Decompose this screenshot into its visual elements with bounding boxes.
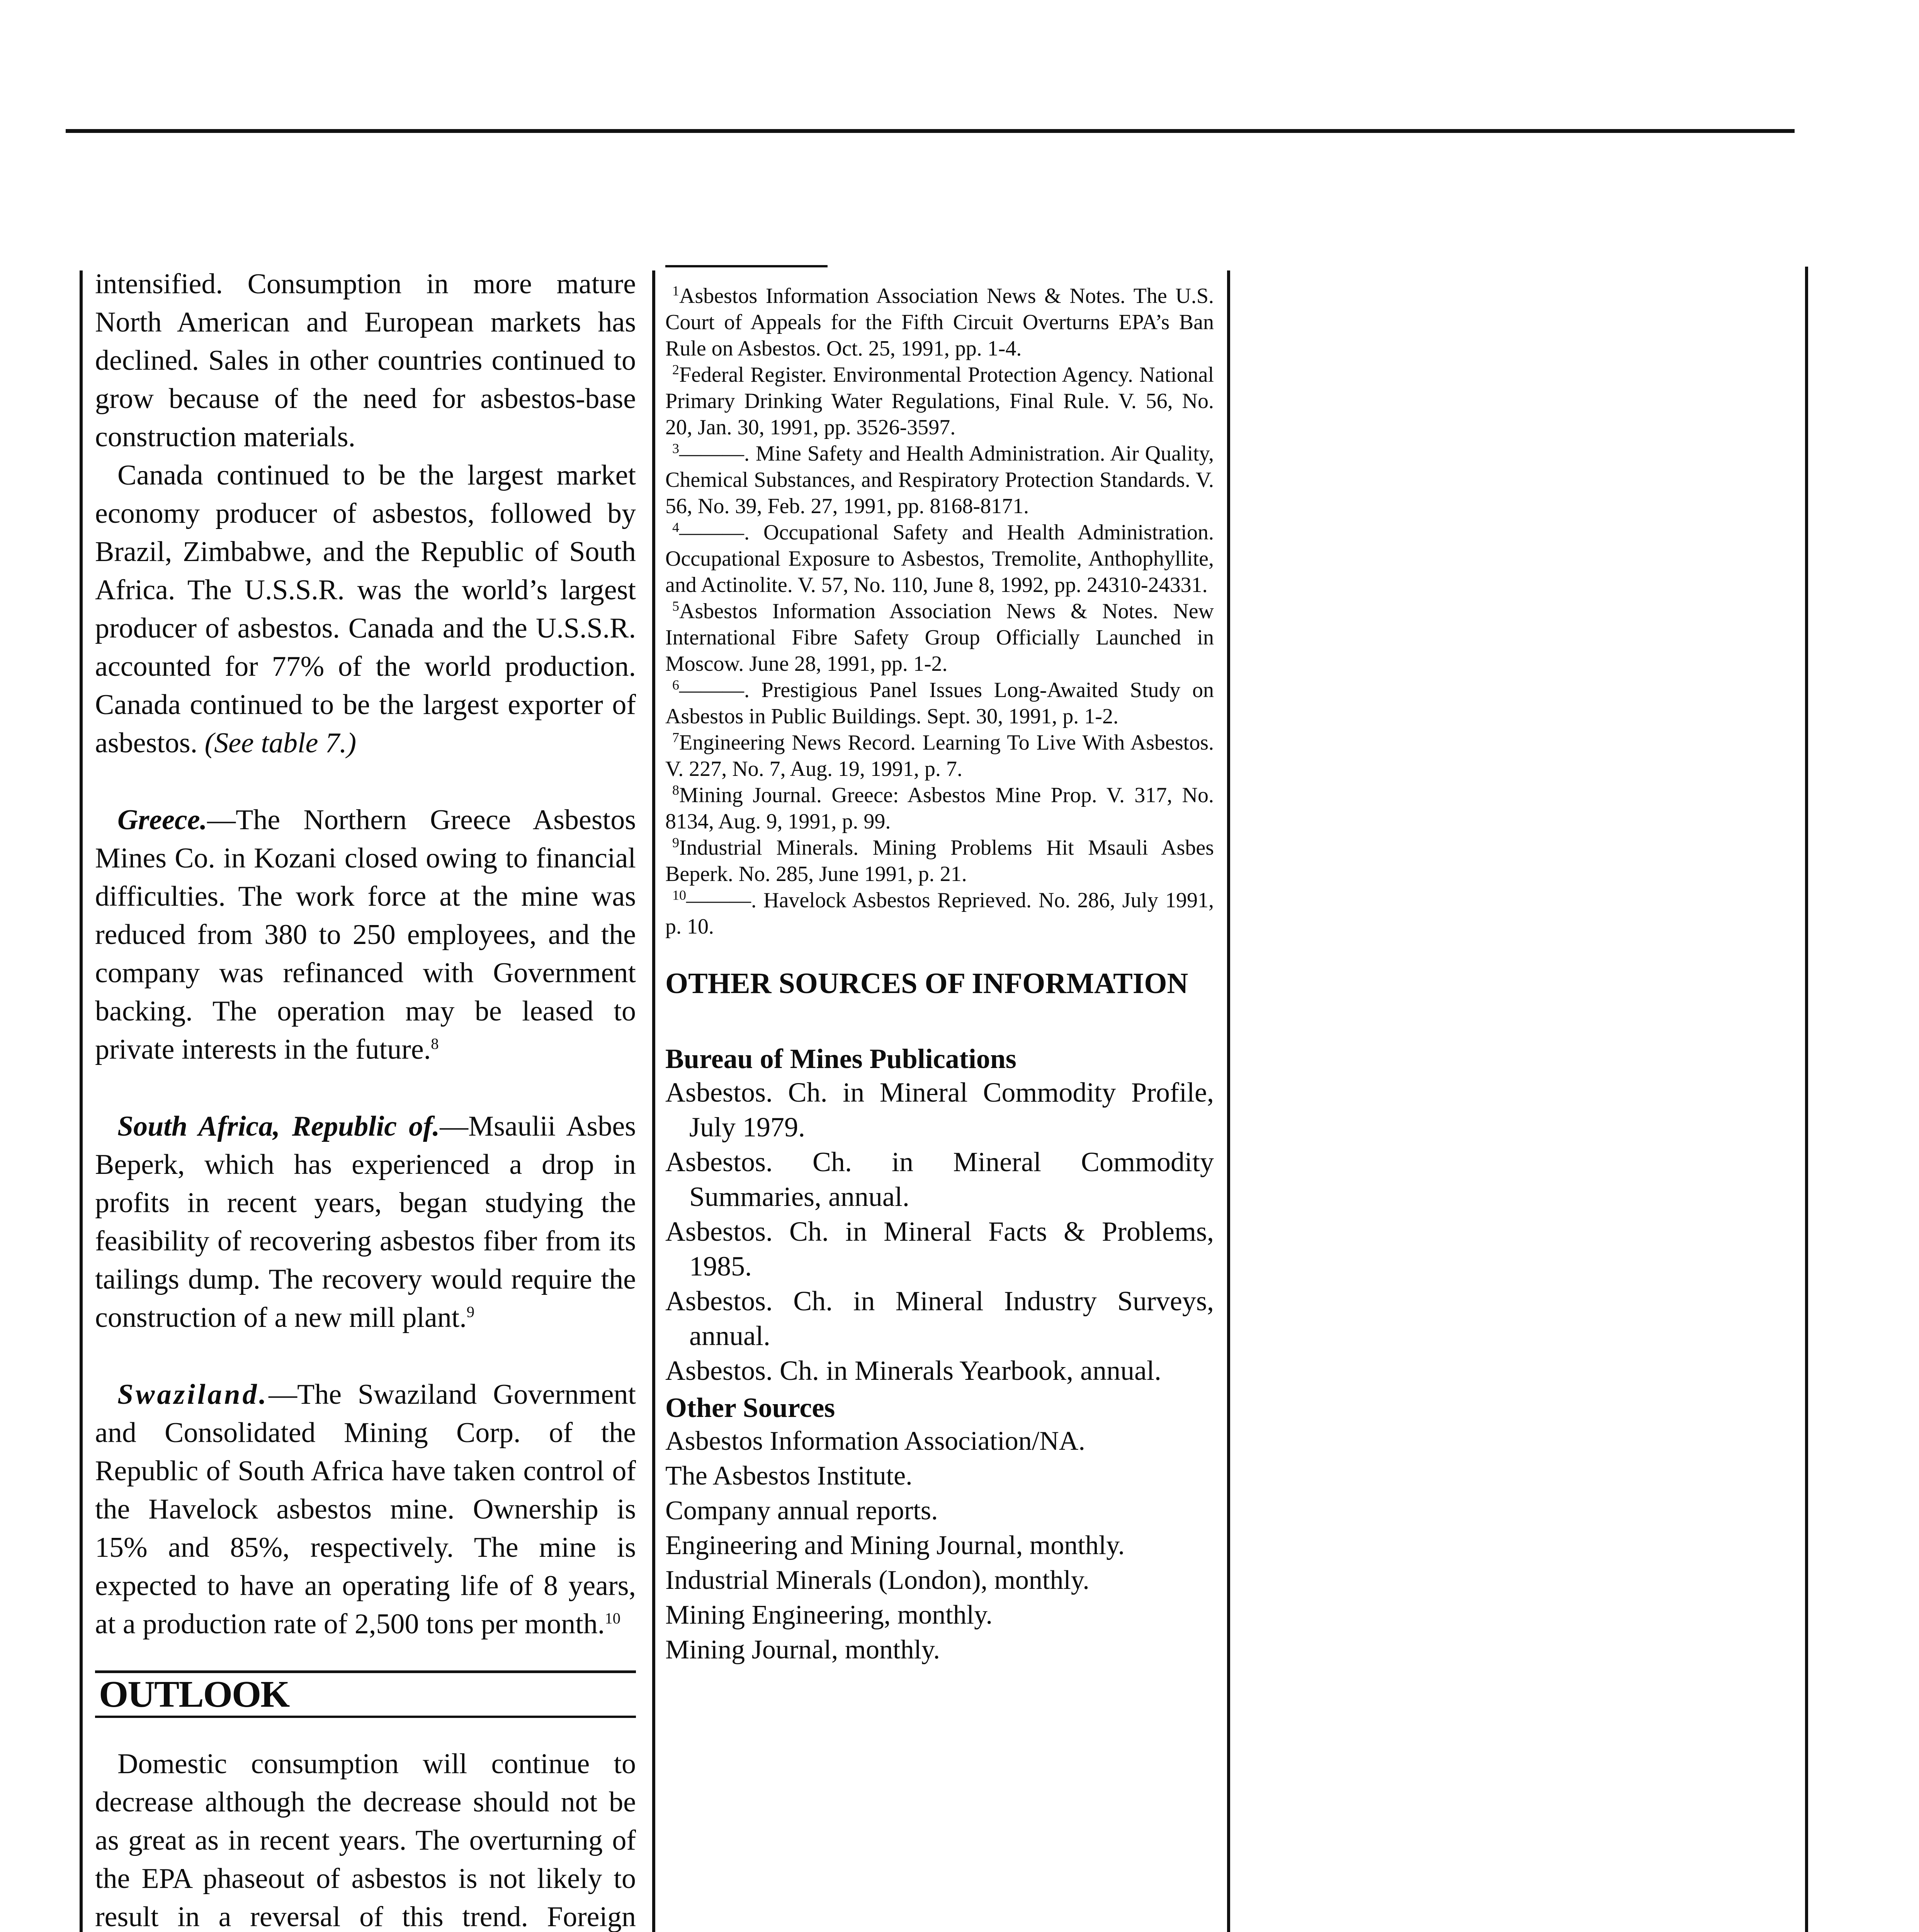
other-source-item: Company annual reports.: [665, 1496, 938, 1526]
bom-publication-item: Asbestos. Ch. in Minerals Yearbook, annual.: [665, 1355, 1161, 1386]
footnote: [665, 440, 1214, 519]
outlook-heading: OUTLOOK: [99, 1673, 289, 1715]
footnote-text: Engineering News Record. Learning To Live With Asbestos. V. 227, No. 7, Aug. 19, 1991, p. 7.: [665, 731, 1214, 781]
footnote-number: 7: [672, 730, 679, 745]
footnote-ref-8: 8: [431, 1035, 439, 1053]
other-sources-list: [665, 1424, 1214, 1667]
footnote-number: 8: [672, 782, 679, 798]
greece-text: —The Northern Greece Asbestos Mines Co. in Kozani closed owing to financial difficulties. The work force at the mine was reduced from 380 to 250 employees, and the company was refinanced with Government backing. The operation may be leased to private interests in the future.: [95, 804, 636, 1065]
other-source-item: Mining Engineering, monthly.: [665, 1600, 993, 1630]
footnote-text: ———. Havelock Asbestos Reprieved. No. 286, July 1991, p. 10.: [665, 888, 1214, 939]
column-rule-middle: [652, 270, 655, 1932]
bom-publication-item: Asbestos. Ch. in Mineral Commodity Profile, July 1979.: [665, 1077, 1214, 1143]
column-rule-right-inner: [1227, 270, 1230, 1932]
footnote: [665, 782, 1214, 835]
other-sources-subheading: Other Sources: [665, 1392, 835, 1423]
footnote: [665, 283, 1214, 362]
paragraph-canada-text: Canada continued to be the largest market economy producer of asbestos, followed by Brazil, Zimbabwe, and the Republic of South Africa. The U.S.S.R. was the world’s largest producer of asbestos. Canada and the U.S.S.R. accounted for 77% of the world production. Canada continued to be the largest exporter of asbestos.: [95, 459, 636, 759]
table-reference: (See table 7.): [204, 727, 357, 759]
footnote-text: Mining Journal. Greece: Asbestos Mine Prop. V. 317, No. 8134, Aug. 9, 1991, p. 99.: [665, 783, 1214, 833]
paragraph-canada: [95, 456, 636, 762]
paragraph-outlook: Domestic consumption will continue to decrease although the decrease should not be as great as in recent years. The overturning of the EPA phaseout of asbestos is not likely to result in a reversal of this trend. Foreign: [95, 1748, 636, 1932]
bom-publication-item: Asbestos. Ch. in Mineral Industry Surveys, annual.: [665, 1286, 1214, 1351]
greece-heading: Greece.: [117, 804, 207, 836]
bom-publication-item: Asbestos. Ch. in Mineral Facts & Problems, 1985.: [665, 1216, 1214, 1282]
paragraph-consumption: intensified. Consumption in more mature North American and European markets has declined. Sales in other countries continued to grow because of the need for asbestos-base construction materials.: [95, 268, 636, 453]
footnote-number: 4: [672, 519, 679, 535]
column-rule-right-outer: [1805, 267, 1808, 1932]
footnote-number: 3: [672, 440, 679, 456]
other-source-item: Engineering and Mining Journal, monthly.: [665, 1531, 1125, 1560]
footnote-separator: [665, 265, 828, 267]
outlook-section: [95, 1670, 636, 1932]
footnote-number: 5: [672, 598, 679, 614]
outlook-top-rule: [95, 1670, 636, 1673]
footnote: [665, 598, 1214, 677]
bom-publication-item: Asbestos. Ch. in Mineral Commodity Summaries, annual.: [665, 1146, 1214, 1212]
footnote: [665, 519, 1214, 598]
paragraph-south-africa: [95, 1107, 636, 1337]
other-source-item: Mining Journal, monthly.: [665, 1635, 940, 1665]
footnotes-list: [665, 283, 1214, 940]
bom-publications-list: [665, 1075, 1214, 1388]
footnote-number: 2: [672, 362, 679, 378]
outlook-bottom-rule: [95, 1716, 636, 1718]
other-source-item: Asbestos Information Association/NA.: [665, 1426, 1085, 1456]
footnote-text: Industrial Minerals. Mining Problems Hit Msauli Asbes Beperk. No. 285, June 1991, p. 21.: [665, 836, 1214, 886]
south-africa-heading: South Africa, Republic of.: [117, 1111, 440, 1142]
footnote-text: Asbestos Information Association News & Notes. New International Fibre Safety Group Officially Launched in Moscow. June 28, 1991, pp. 1-2.: [665, 599, 1214, 676]
other-sources-heading: OTHER SOURCES OF INFORMATION: [665, 967, 1188, 1000]
footnote-text: ———. Prestigious Panel Issues Long-Awaited Study on Asbestos in Public Buildings. Sept. 30, 1991, p. 1-2.: [665, 678, 1214, 728]
footnote-number: 10: [672, 887, 686, 903]
footnote-number: 1: [672, 283, 679, 299]
paragraph-swaziland: [95, 1376, 636, 1643]
other-source-item: Industrial Minerals (London), monthly.: [665, 1565, 1090, 1595]
footnote-text: ———. Mine Safety and Health Administration. Air Quality, Chemical Substances, and Respiratory Protection Standards. V. 56, No. 39, Feb. 27, 1991, pp. 8168-8171.: [665, 442, 1214, 518]
footnote-number: 9: [672, 835, 679, 850]
other-source-item: The Asbestos Institute.: [665, 1461, 913, 1491]
footnote-text: Federal Register. Environmental Protection Agency. National Primary Drinking Water Regulations, Final Rule. V. 56, No. 20, Jan. 30, 1991, pp. 3526-3597.: [665, 363, 1214, 439]
swaziland-text: —The Swaziland Government and Consolidated Mining Corp. of the Republic of South Africa have taken control of the Havelock asbestos mine. Ownership is 15% and 85%, respectively. The mine is expected to have an operating life of 8 years, at a production rate of 2,500 tons per month.: [95, 1379, 636, 1640]
middle-column: [665, 265, 1214, 1667]
footnote-text: Asbestos Information Association News & Notes. The U.S. Court of Appeals for the Fifth Circuit Overturns EPA’s Ban Rule on Asbestos. Oct. 25, 1991, pp. 1-4.: [665, 284, 1214, 361]
footnote-ref-10: 10: [605, 1609, 621, 1627]
paragraph-greece: [95, 801, 636, 1069]
footnote: [665, 362, 1214, 440]
bom-publications-heading: Bureau of Mines Publications: [665, 1043, 1016, 1074]
footnote: [665, 677, 1214, 730]
column-rule-left: [80, 270, 83, 1932]
footnote: [665, 730, 1214, 782]
left-column: [95, 265, 636, 1932]
south-africa-text: —Msaulii Asbes Beperk, which has experienced a drop in profits in recent years, began studying the feasibility of recovering asbestos fiber from its tailings dump. The recovery would require the construction of a new mill plant.: [95, 1111, 636, 1333]
swaziland-heading: Swaziland.: [117, 1379, 269, 1410]
footnote-ref-9: 9: [466, 1303, 475, 1321]
footnote: [665, 887, 1214, 940]
footnote: [665, 835, 1214, 887]
top-rule: [66, 129, 1795, 133]
footnote-text: ———. Occupational Safety and Health Administration. Occupational Exposure to Asbestos, Tremolite, Anthophyllite, and Actinolite. V. 57, No. 110, June 8, 1992, pp. 24310-24331.: [665, 520, 1214, 597]
footnote-number: 6: [672, 677, 679, 693]
